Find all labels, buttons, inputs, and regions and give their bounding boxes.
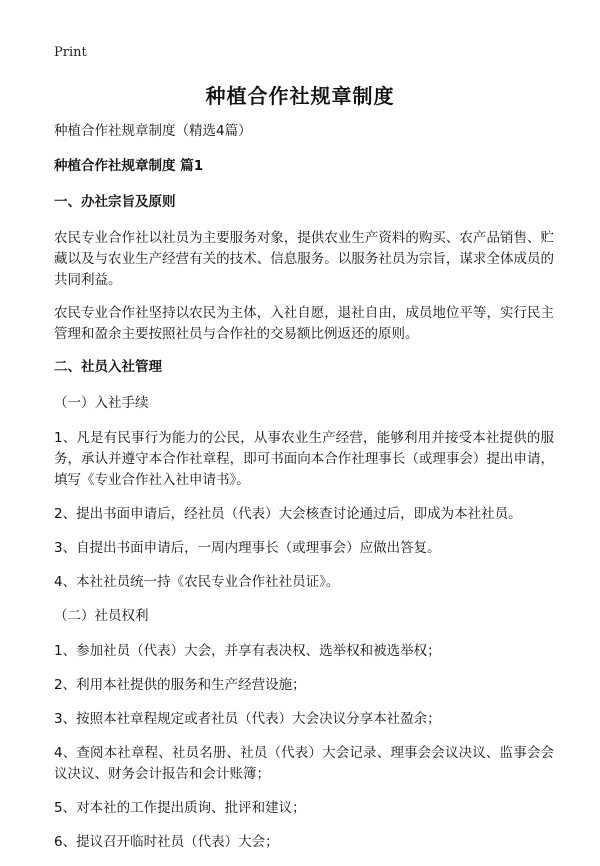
list-item: 3、自提出书面申请后，一周内理事长（或理事会）应做出答复。 xyxy=(54,540,441,556)
list-item: 1、参加社员（代表）大会，并享有表决权、选举权和被选举权； xyxy=(54,643,441,659)
article-heading: 种植合作社规章制度 篇1 xyxy=(54,158,204,174)
paragraph: 农民专业合作社坚持以农民为主体，入社自愿，退社自由，成员地位平等，实行民主管理和盈余主要按照社员与合作社的交易额比例返还的原则。 xyxy=(54,305,554,342)
list-item: 4、本社社员统一持《农民专业合作社社员证》。 xyxy=(54,574,340,590)
subsection-heading-procedures: （一）入社手续 xyxy=(54,395,149,411)
section-heading-membership: 二、社员入社管理 xyxy=(54,359,162,375)
list-item: 3、按照本社章程规定或者社员（代表）大会决议分享本社盈余； xyxy=(54,711,441,727)
document-body xyxy=(54,121,554,866)
list-item: 6、提议召开临时社员（代表）大会； xyxy=(54,834,279,850)
subsection-heading-rights: （二）社员权利 xyxy=(54,608,149,624)
list-item: 2、提出书面申请后，经社员（代表）大会核查讨论通过后，即成为本社社员。 xyxy=(54,506,522,522)
page-title: 种植合作社规章制度 xyxy=(205,84,395,108)
print-link[interactable]: Print xyxy=(54,45,87,60)
list-item: 2、利用本社提供的服务和生产经营设施； xyxy=(54,677,306,693)
list-item: 1、凡是有民事行为能力的公民，从事农业生产经营，能够利用并接受本社提供的服务，承认并遵守本合作社章程，即可书面向本合作社理事长（或理事会）提出申请，填写《专业合作社入社申请书》。 xyxy=(54,430,554,488)
section-heading-principles: 一、办社宗旨及原则 xyxy=(54,194,176,210)
document-subtitle: 种植合作社规章制度（精选4篇） xyxy=(54,123,252,139)
paragraph: 农民专业合作社以社员为主要服务对象，提供农业生产资料的购买、农产品销售、贮藏以及与农业生产经营有关的技术、信息服务。以服务社员为宗旨，谋求全体成员的共同利益。 xyxy=(54,230,554,288)
list-item: 5、对本社的工作提出质询、批评和建议； xyxy=(54,800,306,816)
list-item: 4、查阅本社章程、社员名册、社员（代表）大会记录、理事会会议决议、监事会会议决议、财务会计报告和会计账簿； xyxy=(54,745,554,782)
